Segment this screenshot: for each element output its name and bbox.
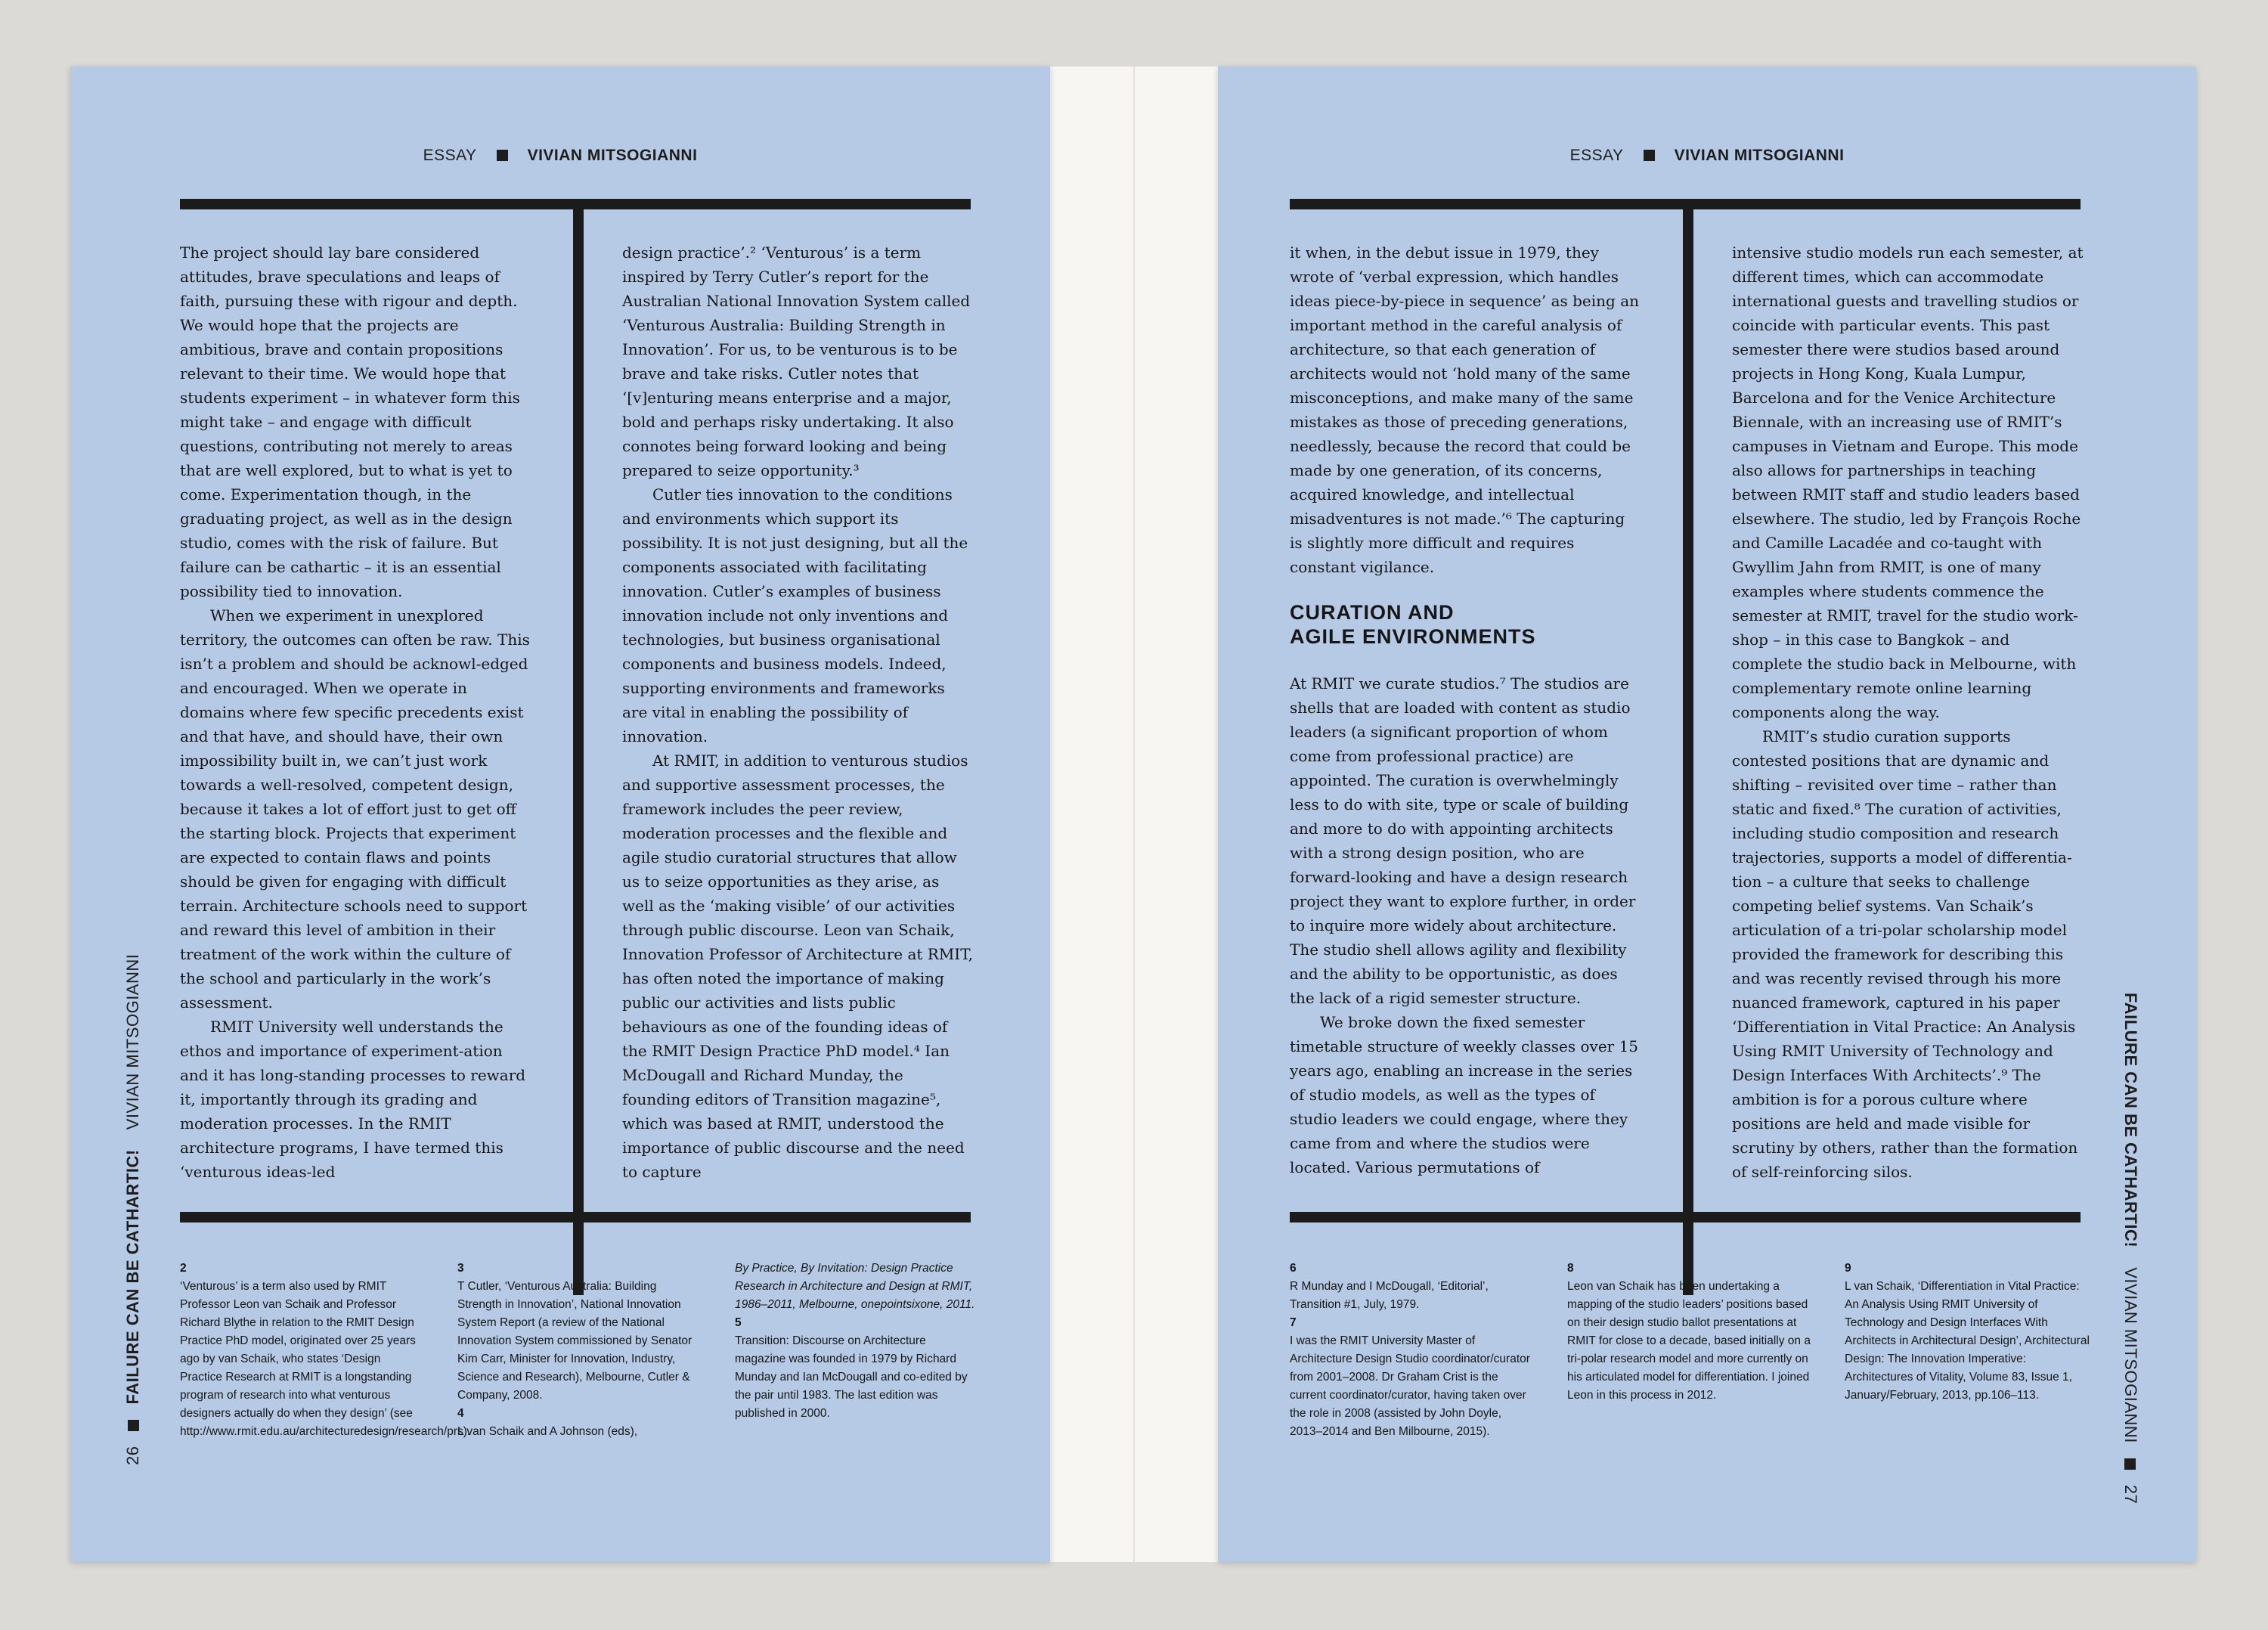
square-bullet-icon xyxy=(1644,150,1655,161)
footnote-text: Leon van Schaik has been undertaking a mapping of the studio leaders’ positions based on their design studio ballot presentations at RMIT for close to a decade, based initially on a tri-polar research model and more currently on his articulated model for differentiation. I joined Leon in this process in 2012. xyxy=(1567,1280,1811,1402)
square-bullet-icon xyxy=(2124,1458,2136,1470)
footnote-number: 4 xyxy=(457,1407,464,1420)
bottom-rule-left xyxy=(180,1212,573,1222)
running-header xyxy=(1218,147,2196,165)
footnote-text: ‘Venturous’ is a term also used by RMIT Professor Leon van Schaik and Professor Richard Blythe in relation to the RMIT Design Practice PhD model, originated over 25 years ago by van Schaik, who states ‘Design Practice Research at RMIT is a longstanding program of research into what venturous designers actually do when they design’ (see http://www.rmit.edu.au/architecturedesign/research/prs). xyxy=(180,1280,471,1438)
section-label: ESSAY xyxy=(1569,147,1624,164)
paragraph: design practice’.² ‘Venturous’ is a term inspired by Terry Cutler’s report for the Australian National Innovation System called ‘Venturous Australia: Building Strength in Innovation’. For us, to be venturous is to be brave and take risks. Cutler notes that ‘[v]enturing means enterprise and a major, bold and perhaps risky undertaking. It also connotes being forward looking and being prepared to seize opportunity.³ xyxy=(622,243,971,479)
body-column-2 xyxy=(622,240,974,1184)
bottom-rule-right xyxy=(1693,1212,2081,1222)
paragraph: When we experiment in unexplored territory, the outcomes can often be raw. This isn’t a problem and should be acknowl-edged and encouraged. When we operate in domains where few specific precedents exist and that have, and should have, their own impossibility built in, we can’t just work towards a well-resolved, competent design, because it takes a lot of effort just to get off the starting block. Projects that experiment are expected to contain flaws and points should be given for engaging with difficult terrain. Architecture schools need to support and reward this level of ambition in their treatment of the work within the culture of the school and particularly in the work’s assessment. xyxy=(180,606,530,1012)
column-divider xyxy=(1683,199,1693,1295)
left-page xyxy=(70,67,1050,1562)
section-label: ESSAY xyxy=(423,147,477,164)
body-column-2 xyxy=(1732,240,2084,1184)
footnote-text: R Munday and I McDougall, ‘Editorial’, Transition #1, July, 1979. xyxy=(1290,1280,1489,1311)
spine-title: FAILURE CAN BE CATHARTIC! xyxy=(2121,993,2140,1248)
body-column-1 xyxy=(180,240,532,1184)
spine-text-left xyxy=(123,954,143,1465)
footnote-number: 7 xyxy=(1290,1316,1297,1329)
footnote-number: 9 xyxy=(1845,1262,1851,1275)
spine-author: VIVIAN MITSOGIANNI xyxy=(2121,1267,2140,1443)
book-gutter xyxy=(1050,67,1218,1562)
footnote-column-1 xyxy=(180,1260,471,1441)
running-header xyxy=(70,147,1050,165)
footnote-number: 2 xyxy=(180,1262,187,1275)
square-bullet-icon xyxy=(128,1420,139,1431)
paragraph: The project should lay bare considered attitudes, brave speculations and leaps of faith, pursuing these with rigour and depth. We would hope that the projects are ambitious, brave and contain propositions relevant to their time. We would hope that students experiment – in whatever form this might take – and engage with difficult questions, contributing not merely to areas that are well explored, but to what is yet to come. Experimentation though, in the graduating project, as well as in the design studio, comes with the risk of failure. But failure can be cathartic – it is an essential possibility tied to innovation. xyxy=(180,243,520,600)
paragraph: intensive studio models run each semester, at different times, which can accommodate international guests and travelling studios or coincide with particular events. This past semester there were studios based around projects in Hong Kong, Kuala Lumpur, Barcelona and for the Venice Architecture Biennale, with an increasing use of RMIT’s campuses in Vietnam and Europe. This mode also allows for partnerships in teaching between RMIT staff and studio leaders based elsewhere. The studio, led by François Roche and Camille Lacadée and co-taught with Gwyllim Jahn from RMIT, is one of many examples where students commence the semester at RMIT, travel for the studio work-shop – in this case to Bangkok – and complete the studio back in Melbourne, with complementary remote online learning components along the way. xyxy=(1732,243,2084,721)
heading-line: AGILE ENVIRONMENTS xyxy=(1290,625,1536,648)
footnote-text: L van Schaik, ‘Differentiation in Vital Practice: An Analysis Using RMIT University of Technology and Design Interfaces With Architects in Architectural Design’, Architectural Design: The Innovation Imperative: Architectures of Vitality, Volume 83, Issue 1, January/February, 2013, pp.106–113. xyxy=(1845,1280,2090,1402)
paragraph: Cutler ties innovation to the conditions and environments which support its possibility. It is not just designing, but all the components associated with facilitating innovation. Cutler’s examples of business innovation include not only inventions and technologies, but business organisational components and business models. Indeed, supporting environments and frameworks are vital in enabling the possibility of innovation. xyxy=(622,485,968,745)
footnote-column-1 xyxy=(1290,1260,1535,1441)
spine-author: VIVIAN MITSOGIANNI xyxy=(123,953,142,1130)
author-name: VIVIAN MITSOGIANNI xyxy=(527,147,698,164)
spine-title: FAILURE CAN BE CATHARTIC! xyxy=(123,1149,142,1405)
bottom-rule-left xyxy=(1290,1212,1683,1222)
author-name: VIVIAN MITSOGIANNI xyxy=(1674,147,1845,164)
paragraph: At RMIT we curate studios.⁷ The studios are shells that are loaded with content as studio leaders (a significant proportion of whom come from professional practice) are appointed. The curation is overwhelmingly less to do with site, type or scale of building and more to do with appointing architects with a strong design position, who are forward-looking and have a design research project they want to explore further, in order to inquire more widely about architecture. The studio shell allows agility and flexibility and the ability to be opportunistic, as does the lack of a rigid semester structure. xyxy=(1290,674,1636,1007)
spine-text-right xyxy=(2121,993,2140,1504)
paragraph: it when, in the debut issue in 1979, they wrote of ‘verbal expression, which handles ideas piece-by-piece in sequence’ as being an important method in the careful analysis of architecture, so that each generation of architects would not ‘hold many of the same misconceptions, and make many of the same mistakes as those of preceding generations, needlessly, because the record that could be made by one generation, of its concerns, acquired knowledge, and intellectual misadventures is not made.’⁶ The capturing is slightly more difficult and requires constant vigilance. xyxy=(1290,243,1640,576)
footnote-column-2 xyxy=(1567,1260,1812,1405)
paragraph: At RMIT, in addition to venturous studios and supportive assessment processes, the framework includes the peer review, moderation processes and the flexible and agile studio curatorial structures that allow us to seize opportunities as they arise, as well as the ‘making visible’ of our activities through public discourse. Leon van Schaik, Innovation Professor of Architecture at RMIT, has often noted the importance of making public our activities and lists public behaviours as one of the founding ideas of the RMIT Design Practice PhD model.⁴ Ian McDougall and Richard Munday, the founding editors of Transition magazine⁵, which was based at RMIT, understood the importance of public discourse and the need to capture xyxy=(622,751,973,1181)
footnote-text: L van Schaik and A Johnson (eds), xyxy=(457,1425,638,1438)
paragraph: RMIT’s studio curation supports contested positions that are dynamic and shifting – revisited over time – rather than static and fixed.⁸ The curation of activities, including studio composition and research trajectories, supports a model of differentia-tion – a culture that seeks to challenge competing belief systems. Van Schaik’s articulation of a tri-polar scholarship model provided the framework for describing this and was recently revised through his more nuanced framework, captured in his paper ‘Differentiation in Vital Practice: An Analysis Using RMIT University of Technology and Design Interfaces With Architects’.⁹ The ambition is for a porous culture where positions are held and made visible for scrutiny by others, rather than the formation of self-reinforcing silos. xyxy=(1732,727,2078,1181)
section-heading xyxy=(1290,600,1642,649)
footnote-text: By Practice, By Invitation: Design Practice Research in Architecture and Design at RMIT, 1986–2011, Melbourne, onepointsixone, 2011. xyxy=(735,1262,975,1311)
footnote-number: 3 xyxy=(457,1262,464,1275)
page-number: 26 xyxy=(123,1446,142,1465)
paragraph: RMIT University well understands the ethos and importance of experiment-ation and it has long-standing processes to reward it, importantly through its grading and moderation processes. In the RMIT architecture programs, I have termed this ‘venturous ideas-led xyxy=(180,1018,526,1181)
page-number: 27 xyxy=(2121,1484,2140,1504)
footnote-column-3 xyxy=(1845,1260,2090,1405)
heading-line: CURATION AND xyxy=(1290,601,1455,624)
bottom-rule-right xyxy=(584,1212,971,1222)
footnote-column-2 xyxy=(457,1260,702,1441)
footnote-number: 8 xyxy=(1567,1262,1574,1275)
square-bullet-icon xyxy=(497,150,508,161)
right-page xyxy=(1218,67,2196,1562)
footnote-number: 5 xyxy=(735,1316,742,1329)
footnote-column-3 xyxy=(735,1260,980,1423)
paragraph: We broke down the fixed semester timetable structure of weekly classes over 15 years ago, enabling an increase in the series of studio models, as well as the types of studio leaders we could engage, where they came from and where the studios were located. Various permutations of xyxy=(1290,1013,1639,1176)
footnote-text: T Cutler, ‘Venturous Australia: Building Strength in Innovation’, National Innovation System Report (a review of the National Innovation System commissioned by Senator Kim Carr, Minister for Innovation, Industry, Science and Research), Melbourne, Cutler & Company, 2008. xyxy=(457,1280,692,1402)
body-column-1 xyxy=(1290,240,1642,1179)
footnote-number: 6 xyxy=(1290,1262,1297,1275)
column-divider xyxy=(573,199,584,1295)
footnote-text: I was the RMIT University Master of Architecture Design Studio coordinator/curator from 2001–2008. Dr Graham Crist is the current coordinator/curator, having taken over the role in 2008 (assisted by John Doyle, 2013–2014 and Ben Milbourne, 2015). xyxy=(1290,1334,1530,1438)
footnote-text: Transition: Discourse on Architecture magazine was founded in 1979 by Richard Munday and Ian McDougall and co-edited by the pair until 1983. The last edition was published in 2000. xyxy=(735,1334,968,1420)
